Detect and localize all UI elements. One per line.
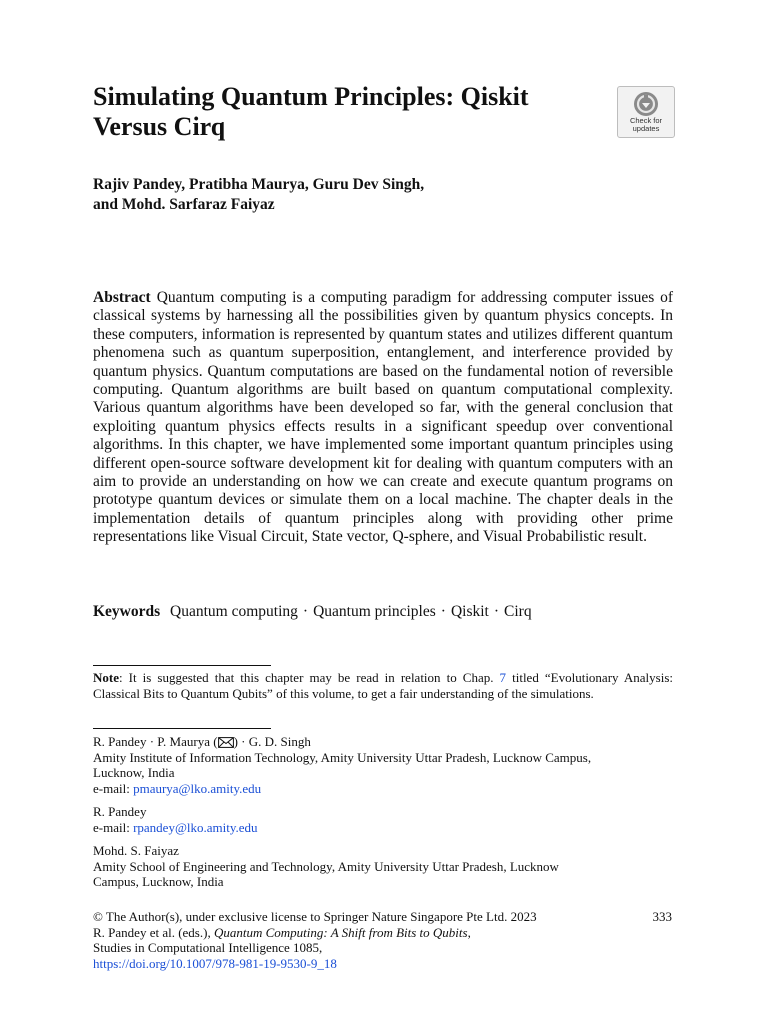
email-link[interactable]: rpandey@lko.amity.edu <box>133 819 258 835</box>
keyword: Cirq <box>504 603 532 620</box>
note-label: Note <box>93 670 119 685</box>
keyword-separator: · <box>302 603 309 620</box>
check-for-updates-icon <box>633 91 659 117</box>
note-text-before: : It is suggested that this chapter may be read in relation to Chap. <box>119 670 494 685</box>
affiliation-divider <box>93 728 271 729</box>
envelope-icon <box>218 737 234 748</box>
keyword: Quantum principles <box>313 603 436 620</box>
affiliation-name: R. Pandey <box>93 804 147 819</box>
author-line-1: Rajiv Pandey, Pratibha Maurya, Guru Dev Singh, <box>93 176 425 193</box>
affiliation-block-3 <box>93 843 673 890</box>
affiliation-block-2 <box>93 804 673 835</box>
affiliation-names: R. Pandey · P. Maurya ( ) · G. D. Singh <box>93 734 311 749</box>
keywords-label: Keywords <box>93 603 161 620</box>
affiliation-institution: Amity School of Engineering and Technology, Amity University Uttar Pradesh, Lucknow <box>93 858 559 874</box>
editors-line: R. Pandey et al. (eds.), Quantum Computing: A Shift from Bits to Qubits, <box>93 924 471 940</box>
doi-link[interactable]: https://doi.org/10.1007/978-981-19-9530-9_18 <box>93 955 337 971</box>
copyright-line: © The Author(s), under exclusive license to Springer Nature Singapore Pte Ltd. 2023 <box>93 909 537 924</box>
keywords <box>93 602 673 622</box>
note-divider <box>93 665 271 666</box>
page-number: 333 <box>652 909 672 924</box>
affiliation-location: Campus, Lucknow, India <box>93 874 224 889</box>
note <box>93 670 673 701</box>
badge-line2: updates <box>632 124 660 133</box>
keyword: Quantum computing <box>170 603 298 620</box>
keyword-separator: · <box>493 603 500 620</box>
author-line-2: and Mohd. Sarfaraz Faiyaz <box>93 196 275 213</box>
keyword: Qiskit <box>450 603 489 620</box>
footer-citation <box>93 909 673 971</box>
paper-title: Simulating Quantum Principles: Qiskit Versus Cirq <box>93 82 529 141</box>
abstract-label: Abstract <box>93 289 151 306</box>
badge-line1: Check for <box>629 116 663 125</box>
affiliation-institution: Amity Institute of Information Technology, Amity University Uttar Pradesh, Lucknow Campus, <box>93 749 592 765</box>
series-line: Studies in Computational Intelligence 1085, <box>93 940 323 955</box>
affiliation-email-row: e-mail: pmaurya@lko.amity.edu <box>93 780 262 796</box>
affiliation-email-row: e-mail: rpandey@lko.amity.edu <box>93 819 258 835</box>
keyword-separator: · <box>440 603 446 620</box>
note-text-after: titled “Evolutionary Analysis: Classical Bits to Quantum Qubits” of this volume, to get a fair understanding of the simulations. <box>93 670 673 701</box>
affiliation-block-1 <box>93 734 673 796</box>
chapter-link[interactable]: 7 <box>499 670 507 685</box>
doi-row <box>93 956 673 972</box>
check-for-updates-badge[interactable] <box>617 86 675 138</box>
abstract-text: Quantum computing is a computing paradigm for addressing computer issues of classical systems by harnessing all the possibilities given by quantum physics concepts. In these computers, information is represented by quantum states and utilizes different quantum phenomena such as quantum superposition, entanglement, and interference provided by quantum physics. Quantum computations are based on the fundamental notion of reversible computing. Quantum algorithms are built based on quantum computational complexity. Various quantum algorithms have been developed so far, with the general conclusion that exploiting quantum physics effects results in a significant speedup over conventional algorithms. In this chapter, we have implemented some important quantum principles using different open-source software development kit for dealing with quantum computers with an aim to provide an understanding on how we can create and execute quantum programs on prototype quantum devices or simulate them on a local machine. The chapter deals in the implementation details of quantum principles along with providing other prime representations like Visual Circuit, State vector, Q-sphere, and Visual Probabilistic result. <box>93 289 673 546</box>
affiliation-location: Lucknow, India <box>93 765 175 780</box>
book-title: Quantum Computing: A Shift from Bits to Qubits <box>213 924 468 940</box>
author-list <box>93 175 653 215</box>
abstract <box>93 289 673 547</box>
affiliation-name: Mohd. S. Faiyaz <box>93 843 179 858</box>
email-link[interactable]: pmaurya@lko.amity.edu <box>133 780 262 796</box>
